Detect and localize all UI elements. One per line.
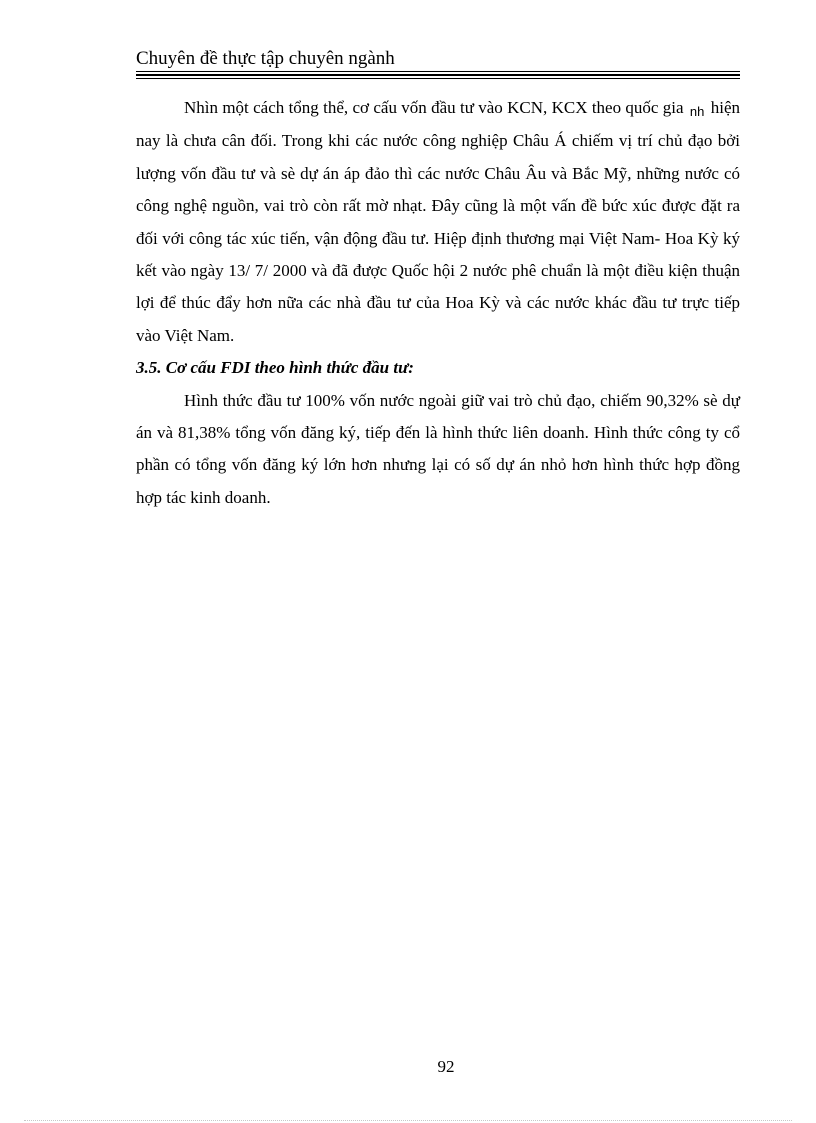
header-rule-top	[136, 71, 740, 72]
inline-note: nh	[689, 104, 705, 119]
paragraph-1-start: Nhìn một cách tổng thể, cơ cấu vốn đầu tư vào KCN, KCX theo quốc gia	[184, 98, 684, 117]
page-number: 92	[437, 1057, 455, 1076]
header-title: Chuyên đề thực tập chuyên ngành	[136, 48, 395, 69]
paragraph-1-rest: hiện nay là chưa cân đối. Trong khi các nước công nghiệp Châu Á chiếm vị trí chủ đạo bởi lượng vốn đầu tư và sè dự án áp đảo thì các nước Châu Âu và Bắc Mỹ, những nước có công nghệ nguồn, vai trò còn rất mờ nhạt. Đây cũng là một vấn đề bức xúc được đặt ra đối với công tác xúc tiến, vận động đầu tư. Hiệp định thương mại Việt Nam- Hoa Kỳ ký kết vào ngày 13/ 7/ 2000 và đã được Quốc hội 2 nước phê chuẩn là một điều kiện thuận lợi để thúc đẩy hơn nữa các nhà đầu tư của Hoa Kỳ và các nước khác đầu tư trực tiếp vào Việt Nam.	[136, 98, 741, 345]
body-text	[136, 92, 740, 514]
bottom-dotted-border	[24, 1120, 792, 1121]
paragraph-hinhthuc-dautu: Hình thức đầu tư 100% vốn nước ngoài giữ vai trò chủ đạo, chiếm 90,32% sè dự án và 81,38% tổng vốn đăng ký, tiếp đến là hình thức liên doanh. Hình thức công ty cổ phần có tổng vốn đăng ký lớn hơn nhưng lại có số dự án nhỏ hơn hình thức hợp đồng hợp tác kinh doanh.	[136, 390, 740, 507]
header-rule-middle	[136, 74, 740, 76]
header-rule-bottom	[136, 78, 740, 79]
paragraph-cocau-quocgia	[136, 92, 740, 352]
section-heading: 3.5. Cơ cấu FDI theo hình thức đầu tư:	[136, 358, 414, 378]
